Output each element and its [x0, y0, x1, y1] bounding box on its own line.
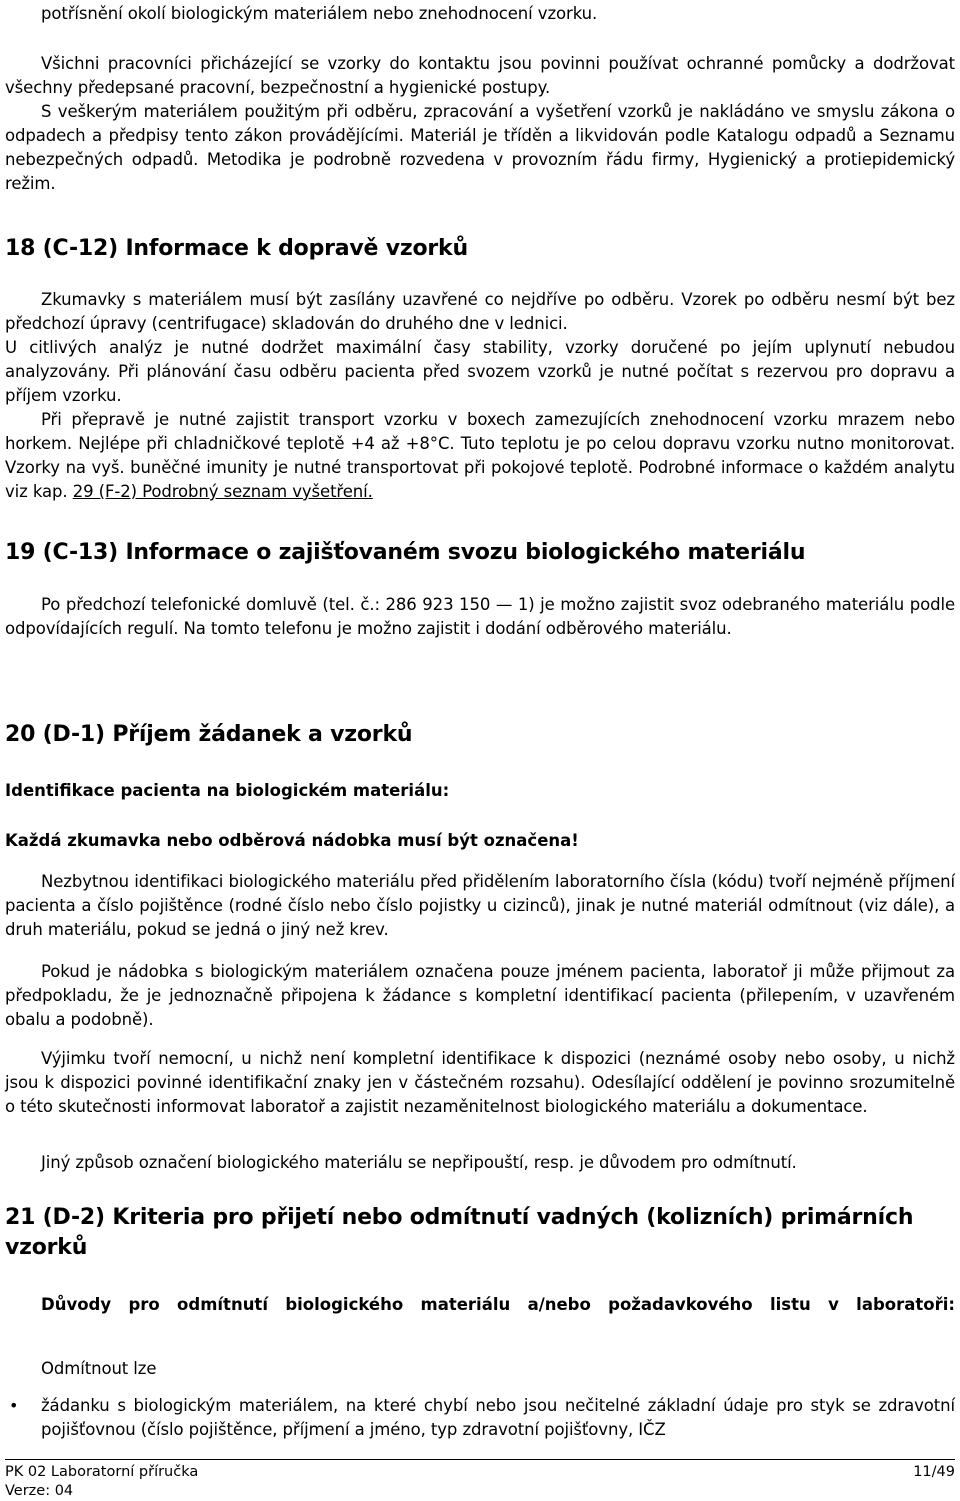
- heading-19: 19 (C-13) Informace o zajišťovaném svozu biologického materiálu: [5, 540, 806, 565]
- paragraph-identification: Nezbytnou identifikaci biologického materiálu před přidělením laboratorního čísla (kódu) tvoří nejméně příjmení pacienta a číslo pojištěnce (rodné číslo nebo číslo pojistky u cizinců), jinak je nutné materiál odmítnout (viz dále), a druh materiálu, pokud se jedná o jiný než krev.: [5, 872, 955, 939]
- subheading-rejection-reasons: [5, 1293, 955, 1317]
- paragraph-transport: [5, 408, 955, 504]
- footer-document-name: PK 02 Laboratorní příručka: [5, 1464, 199, 1480]
- list-item-rejection: žádanku s biologickým materiálem, na které chybí nebo jsou nečitelné základní údaje pro styk se zdravotní pojišťovnou (číslo pojištěnce, příjmení a jméno, typ zdravotní pojišťovny, IČZ: [41, 1396, 955, 1439]
- footer-version: Verze: 04: [5, 1483, 74, 1499]
- subheading-rejection-reasons-text: Důvody pro odmítnutí biologického materiálu a/nebo požadavkového listu v laboratoři:: [41, 1295, 955, 1314]
- heading-20: 20 (D-1) Příjem žádanek a vzorků: [5, 722, 413, 747]
- paragraph-waste: S veškerým materiálem použitým při odběru, zpracování a vyšetření vzorků je nakládáno ve smyslu zákona o odpadech a předpisy tento zákon provádějícími. Materiál je tříděn a likvidován podle Katalogu odpadů a Seznamu nebezpečných odpadů. Metodika je podrobně rozvedena v provozním řádu firmy, Hygienický a protiepidemický režim.: [5, 102, 955, 193]
- paragraph-continuation: potřísnění okolí biologickým materiálem nebo znehodnocení vzorku.: [41, 4, 598, 23]
- paragraph-pickup: Po předchozí telefonické domluvě (tel. č.: 286 923 150 — 1) je možno zajistit svoz odebraného materiálu podle odpovídajících regulí. Na tomto telefonu je možno zajistit i dodání odběrového materiálu.: [5, 595, 955, 638]
- bullet-icon: •: [9, 1396, 19, 1415]
- paragraph-name-only: Pokud je nádobka s biologickým materiálem označena pouze jménem pacienta, laboratoř ji může přijmout za předpokladu, že je jednoznačně připojena k žádance s kompletní identifikací pacienta (přilepením, v uzavřeném obalu a podobně).: [5, 962, 955, 1029]
- subheading-labeling: Každá zkumavka nebo odběrová nádobka musí být označena!: [5, 831, 579, 850]
- paragraph-exception: Výjimku tvoří nemocní, u nichž není kompletní identifikace k dispozici (neznámé osoby nebo osoby, u nichž jsou k dispozici povinné identifikační znaky jen v částečném rozsahu). Odesílající oddělení je povinno srozumitelně o této skutečnosti informovat laboratoř a zajistit nezaměnitelnost biologického materiálu a dokumentace.: [5, 1049, 955, 1116]
- paragraph-other-labeling: Jiný způsob označení biologického materiálu se nepřipouští, resp. je důvodem pro odmítnutí.: [41, 1153, 797, 1172]
- heading-18: 18 (C-12) Informace k dopravě vzorků: [5, 236, 468, 261]
- footer-page-number: 11/49: [913, 1464, 955, 1480]
- paragraph-safety: Všichni pracovníci přicházející se vzorky do kontaktu jsou povinni používat ochranné pomůcky a dodržovat všechny předepsané pracovní, bezpečnostní a hygienické postupy.: [5, 54, 955, 97]
- paragraph-reject-intro: Odmítnout lze: [41, 1359, 157, 1378]
- footer-divider: [5, 1459, 955, 1460]
- paragraph-tubes: Zkumavky s materiálem musí být zasílány uzavřené co nejdříve po odběru. Vzorek po odběru nesmí být bez předchozí úpravy (centrifugace) skladován do druhého dne v lednici.: [5, 290, 955, 333]
- paragraph-stability: U citlivých analýz je nutné dodržet maximální časy stability, vzorky doručené po jejím uplynutí nebudou analyzovány. Při plánování času odběru pacienta před svozem vzorků je nutné počítat s rezervou pro dopravu a příjem vzorku.: [5, 338, 955, 405]
- paragraph-transport-text: Při přepravě je nutné zajistit transport vzorku v boxech zamezujících znehodnocení vzorku mrazem nebo horkem. Nejlépe při chladničkové teplotě +4 až +8°C. Tuto teplotu je po celou dopravu vzorku nutno monitorovat. Vzorky na vyš. buněčné imunity je nutné transportovat při pokojové teplotě. Podrobné informace o každém analytu viz kap.: [5, 410, 955, 501]
- subheading-identification: Identifikace pacienta na biologickém materiálu:: [5, 781, 450, 800]
- link-section-29[interactable]: 29 (F-2) Podrobný seznam vyšetření.: [72, 482, 373, 501]
- heading-21: 21 (D-2) Kriteria pro přijetí nebo odmítnutí vadných (kolizních) primárních vzorků: [5, 1205, 914, 1260]
